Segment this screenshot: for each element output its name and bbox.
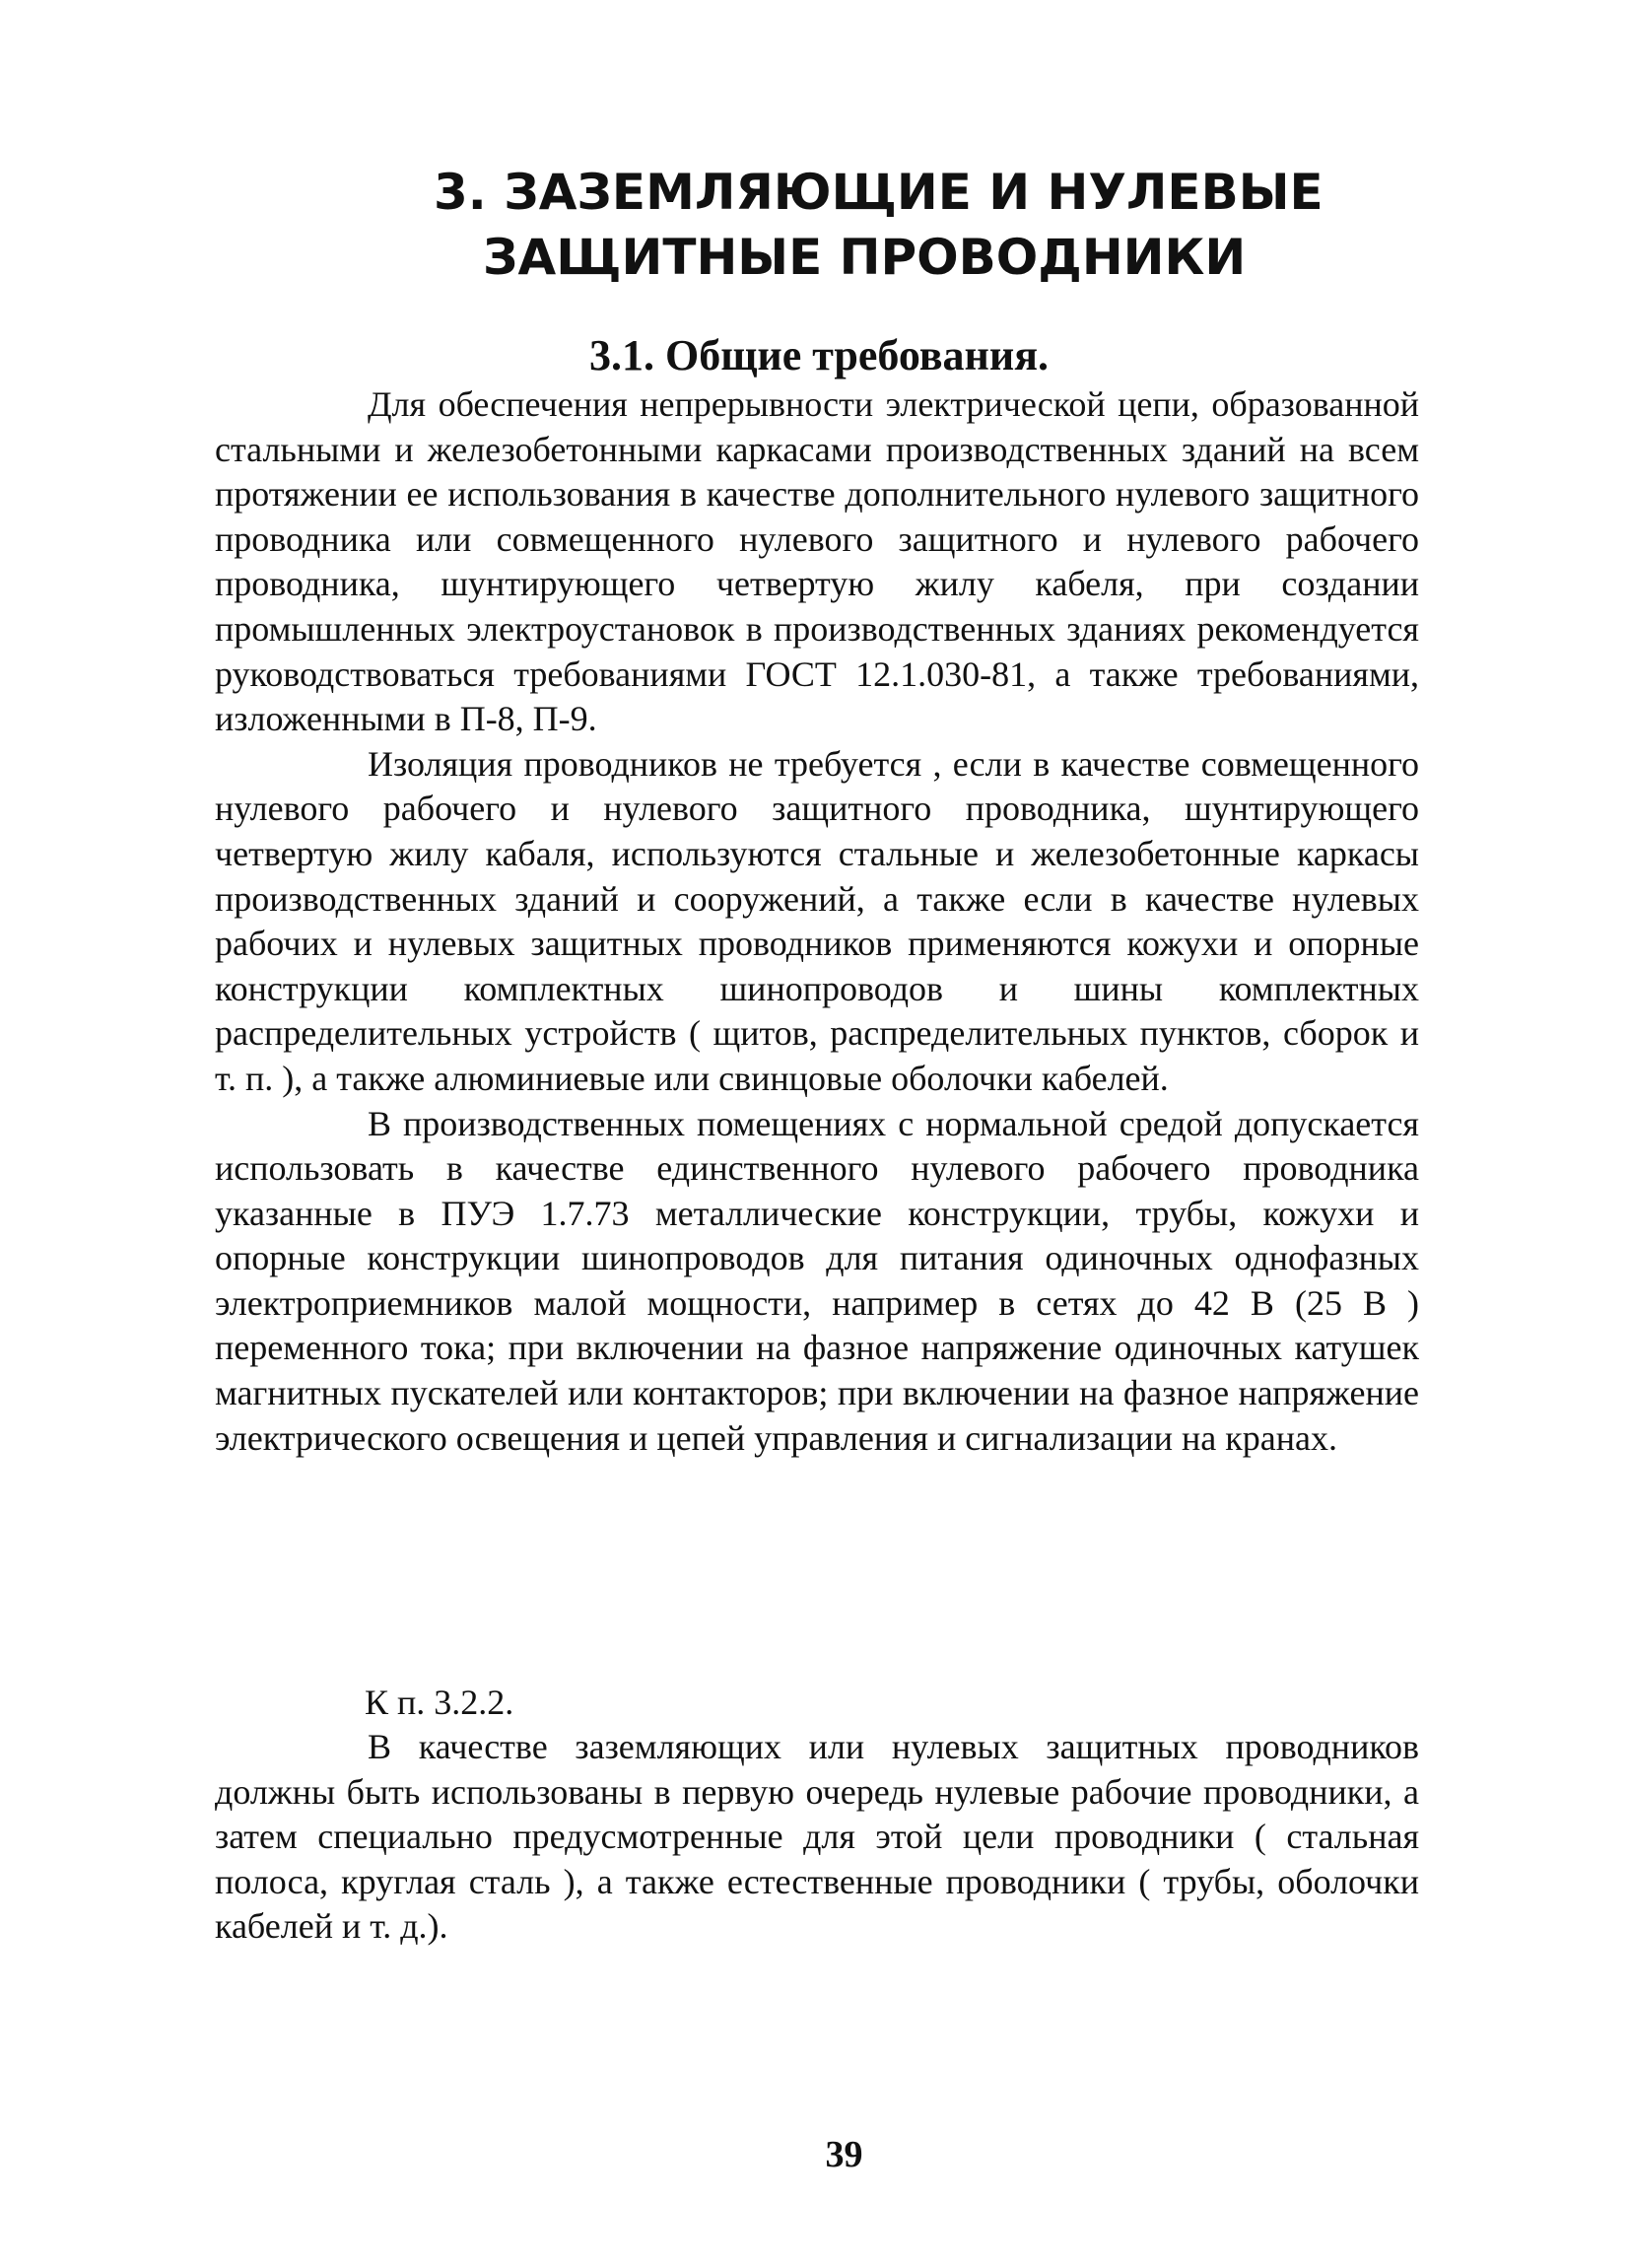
paragraph-reference: В качестве заземляющих или нулевых защитных проводников должны быть использованы в первую очередь нулевые рабочие проводники, а затем специально предусмотренные для этой цели проводники ( стальная полоса, круглая сталь ), а также естественные проводники ( трубы, оболочки кабелей и т. д.). xyxy=(215,1727,1419,1947)
chapter-title xyxy=(0,160,1629,290)
chapter-title-line-2: ЗАЩИТНЫЕ ПРОВОДНИКИ xyxy=(483,229,1247,286)
section-body xyxy=(215,382,1419,1461)
page-number: 39 xyxy=(825,2134,863,2175)
reference-label: К п. 3.2.2. xyxy=(365,1683,514,1722)
section-heading: 3.1. Общие требования. xyxy=(589,331,1049,379)
paragraph-industrial-premises: В производственных помещениях с нормальной средой допускается использовать в качестве единственного нулевого рабочего проводника указанные в ПУЭ 1.7.73 металлические конструкции, трубы, кожухи и опорные конструкции шинопроводов для питания одиночных однофазных электроприемников малой мощности, например в сетях до 42 В (25 В ) переменного тока; при включении на фазное напряжение одиночных катушек магнитных пускателей или контакторов; при включении на фазное напряжение электрического освещения и цепей управления и сигнализации на кранах. xyxy=(215,1103,1419,1458)
chapter-title-line-1: 3. ЗАЗЕМЛЯЮЩИЕ И НУЛЕВЫЕ xyxy=(434,164,1324,221)
paragraph-continuity: Для обеспечения непрерывности электрической цепи, образованной стальными и железобетонными каркасами производственных зданий на всем протяжении ее использования в качестве дополнительного нулевого защитного проводника или совмещенного нулевого защитного и нулевого рабочего проводника, шунтирующего четвертую жилу кабеля, при создании промышленных электроустановок в производственных зданиях рекомендуется руководствоваться требованиями ГОСТ 12.1.030-81, а также требованиями, изложенными в П-8, П-9. xyxy=(215,384,1419,739)
paragraph-insulation: Изоляция проводников не требуется , если в качестве совмещенного нулевого рабочего и нулевого защитного проводника, шунтирующего четвертую жилу кабаля, используются стальные и железобетонные каркасы производственных зданий и сооружений, а также если в качестве нулевых рабочих и нулевых защитных проводников применяются кожухи и опорные конструкции комплектных шинопроводов и шины комплектных распределительных устройств ( щитов, распределительных пунктов, сборок и т. п. ), а также алюминиевые или свинцовые оболочки кабелей. xyxy=(215,743,1419,1098)
reference-body xyxy=(215,1725,1419,1950)
